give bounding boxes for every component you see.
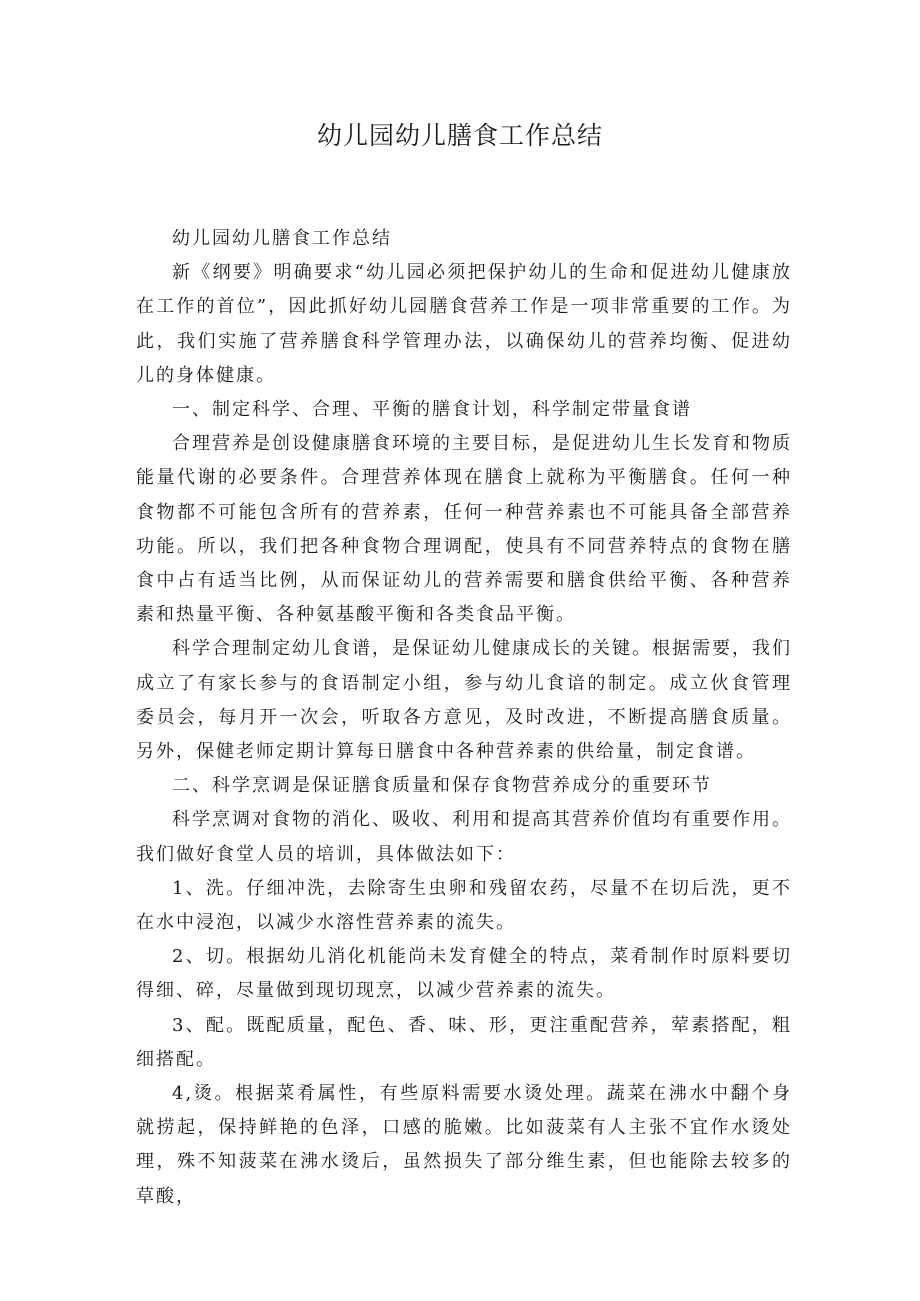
section-heading-1: 一、制定科学、合理、平衡的膳食计划，科学制定带量食谱 (172, 399, 692, 421)
document-body (136, 222, 792, 1214)
list-item: 1、洗。仔细冲洗，去除寄生虫卵和残留农药，尽量不在切后洗，更不在水中浸泡，以减少水溶性营养素的流失。 (136, 877, 792, 934)
paragraph: 科学烹调对食物的消化、吸收、利用和提高其营养价值均有重要作用。我们做好食堂人员的培训，具体做法如下： (136, 809, 792, 865)
paragraph: 合理营养是创设健康膳食环境的主要目标，是促进幼儿生长发育和物质能量代谢的必要条件。合理营养体现在膳食上就称为平衡膳食。任何一种食物都不可能包含所有的营养素，任何一种营养素也不可能具备全部营养功能。所以，我们把各种食物合理调配，使具有不同营养特点的食物在膳食中占有适当比例，从而保证幼儿的营养需要和膳食供给平衡、各种营养素和热量平衡、各种氨基酸平衡和各类食品平衡。 (136, 433, 792, 626)
document-title: 幼儿园幼儿膳食工作总结 (316, 121, 603, 150)
paragraph: 科学合理制定幼儿食谱，是保证幼儿健康成长的关键。根据需要，我们成立了有家长参与的食语制定小组，参与幼儿食谙的制定。成立伙食管理委员会，每月开一次会，听取各方意见，及时改进，不断提高膳食质量。另外，保健老师定期计算每日膳食中各种营养素的供给量，制定食谱。 (136, 638, 792, 763)
list-item: 4,烫。根据菜肴属性，有些原料需要水烫处理。蔬菜在沸水中翻个身就捞起，保持鲜艳的色泽，口感的脆嫩。比如菠菜有人主张不宜作水烫处理，殊不知菠菜在沸水烫后，虽然损失了部分维生素，但也能除去较多的草酸， (136, 1083, 792, 1207)
list-item: 2、切。根据幼儿消化机能尚未发育健全的特点，菜肴制作时原料要切得细、碎，尽量做到现切现烹，以减少营养素的流失。 (136, 946, 792, 1002)
list-item: 3、配。既配质量，配色、香、味、形，更注重配营养，荤素搭配，粗细搭配。 (136, 1014, 792, 1070)
paragraph-heading: 幼儿园幼儿膳食工作总结 (172, 228, 392, 249)
section-heading-2: 二、科学烹调是保证膳食质量和保存食物营养成分的重要环节 (172, 775, 712, 797)
paragraph-intro: 新《纲要》明确要求“幼儿园必须把保护幼儿的生命和促进幼儿健康放在工作的首位”，因此抓好幼儿园膳食营养工作是一项非常重要的工作。为此，我们实施了营养膳食科学管理办法，以确保幼儿的营养均衡、促进幼儿的身体健康。 (136, 262, 792, 386)
